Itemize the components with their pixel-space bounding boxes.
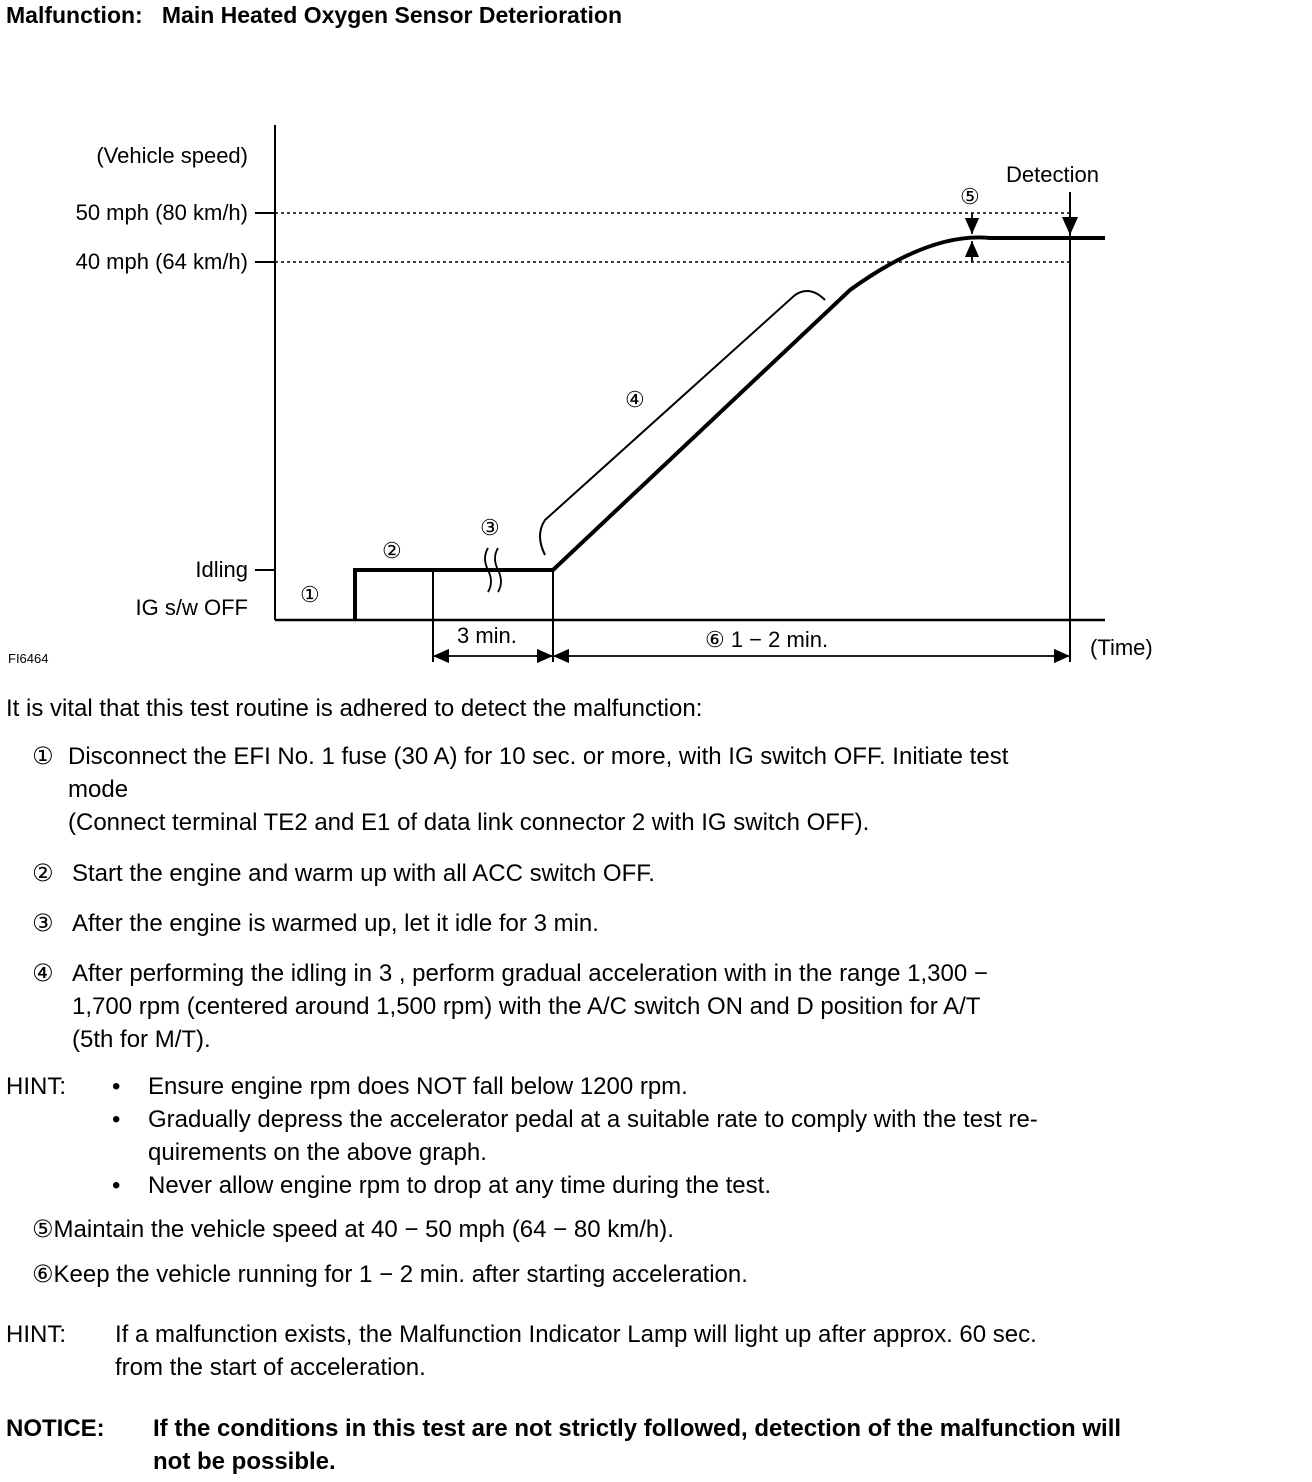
three-min-label: 3 min. (457, 623, 517, 648)
step-1-number: ① (32, 743, 54, 770)
step-1-line: (Connect terminal TE2 and E1 of data link connector 2 with IG switch OFF). (68, 809, 870, 836)
step-4 (32, 957, 988, 1056)
step-2-line: Start the engine and warm up with all ACC switch OFF. (72, 860, 655, 887)
detection-label: Detection (1006, 162, 1099, 187)
step-5-text: Maintain the vehicle speed at 40 − 50 mph (64 − 80 km/h). (53, 1216, 674, 1243)
step-4-number: ④ (32, 960, 54, 987)
idling-label: Idling (195, 557, 248, 582)
step-5-number: ⑤ (32, 1216, 54, 1243)
step-2 (32, 857, 655, 890)
step-marker-5: ⑤ (960, 184, 980, 209)
speed-40-label: 40 mph (64 km/h) (75, 249, 248, 274)
hint-2-line: from the start of acceleration. (115, 1354, 426, 1381)
notice-text (153, 1412, 1121, 1478)
step-1-line: Disconnect the EFI No. 1 fuse (30 A) for 10 sec. or more, with IG switch OFF. Initiate test (68, 743, 1009, 770)
step-4-line: 1,700 rpm (centered around 1,500 rpm) with the A/C switch ON and D position for A/T (72, 993, 981, 1020)
step-6 (32, 1258, 748, 1291)
time-label: (Time) (1090, 635, 1153, 660)
hint-1-label: HINT: (6, 1073, 66, 1100)
hint-2-line: If a malfunction exists, the Malfunction Indicator Lamp will light up after approx. 60 sec. (115, 1321, 1037, 1348)
title-label: Malfunction: (6, 2, 143, 28)
step-3 (32, 907, 599, 940)
hint-bullet: Gradually depress the accelerator pedal at a suitable rate to comply with the test re- (148, 1106, 1038, 1133)
one-two-min-label: ⑥ 1 − 2 min. (705, 627, 829, 652)
step4-bracket (540, 291, 825, 555)
speed-50-label: 50 mph (80 km/h) (75, 200, 248, 225)
step-3-number: ③ (32, 910, 54, 937)
notice-line: If the conditions in this test are not strictly followed, detection of the malfunction will (153, 1415, 1122, 1442)
title-value: Main Heated Oxygen Sensor Deterioration (161, 2, 622, 28)
step-1 (32, 740, 1302, 839)
step-marker-2: ② (382, 538, 402, 563)
hint-bullet: quirements on the above graph. (148, 1139, 487, 1166)
notice-label: NOTICE: (6, 1415, 105, 1442)
hint-2-label: HINT: (6, 1321, 66, 1348)
hint-bullet: Never allow engine rpm to drop at any time during the test. (148, 1172, 771, 1199)
step-marker-3: ③ (480, 515, 500, 540)
intro-text: It is vital that this test routine is adhered to detect the malfunction: (6, 695, 703, 722)
ig-off-label: IG s/w OFF (135, 595, 248, 620)
step-marker-4: ④ (625, 387, 645, 412)
test-drive-diagram (0, 0, 1312, 690)
step-2-number: ② (32, 860, 54, 887)
step-marker-1: ① (300, 582, 320, 607)
speed-profile (355, 237, 1105, 620)
notice-line: not be possible. (153, 1448, 336, 1475)
step-5 (32, 1213, 674, 1246)
step-6-number: ⑥ (32, 1261, 54, 1288)
y-axis-label: (Vehicle speed) (96, 143, 248, 168)
step-4-line: (5th for M/T). (72, 1026, 211, 1053)
hint-2-text (115, 1318, 1037, 1384)
hint-1-bullets: • Ensure engine rpm does NOT fall below 1200 rpm. • Gradually depress the accelerator pedal at a suitable rate to comply with the test re- quirements on the above graph. • Never allow engine rpm to drop at any time during the test. (112, 1070, 1307, 1202)
step-4-line: After performing the idling in 3 , perform gradual acceleration with in the range 1,300 − (72, 960, 988, 987)
step-6-text: Keep the vehicle running for 1 − 2 min. after starting acceleration. (53, 1261, 748, 1288)
step-3-line: After the engine is warmed up, let it idle for 3 min. (72, 910, 599, 937)
figure-id: FI6464 (8, 651, 49, 666)
step-1-line: mode (68, 776, 129, 803)
hint-bullet: Ensure engine rpm does NOT fall below 1200 rpm. (148, 1073, 688, 1100)
